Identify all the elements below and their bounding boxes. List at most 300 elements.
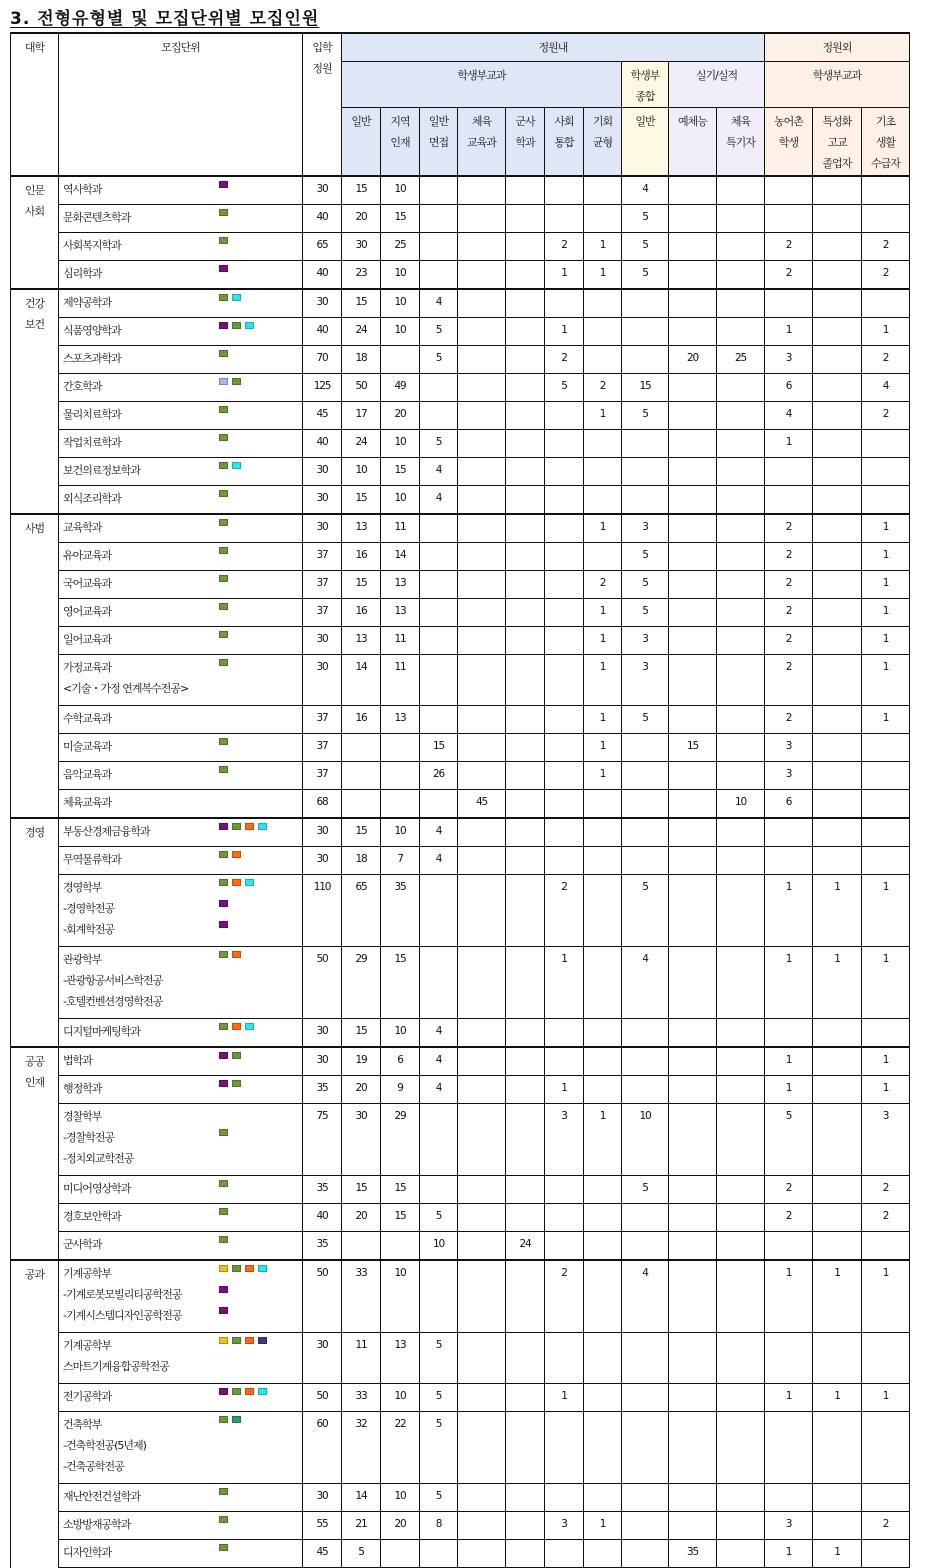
value-cell: 2 [584,374,622,402]
value-cell: 3 [622,655,669,706]
unit-cell [59,1540,303,1568]
value-cell: 5 [622,599,669,627]
value-cell: 4 [765,402,813,430]
value-cell: 4 [420,1019,458,1048]
value-cell [458,1047,506,1076]
value-cell [765,1232,813,1261]
value-cell [584,289,622,318]
value-cell [622,762,669,790]
value-cell: 15 [342,289,381,318]
value-cell [458,233,506,261]
college-label: 공과 [24,1268,45,1281]
value-cell [717,627,765,655]
value-cell [584,1412,622,1484]
value-cell [506,486,545,515]
value-cell [545,1019,584,1048]
unit-name: 심리학과 [63,267,102,280]
value-cell [420,1540,458,1568]
quota-cell: 40 [303,1204,342,1232]
table-row [11,458,910,486]
value-cell [862,847,910,875]
unit-name: 전기공학과 [63,1390,112,1403]
value-cell [717,318,765,346]
value-cell [420,261,458,290]
value-cell: 2 [862,261,910,290]
header-line: 입학 [312,41,332,54]
value-cell [669,1512,717,1540]
green-marker-icon [232,378,241,385]
orange-marker-icon [232,951,241,958]
value-cell [506,233,545,261]
value-cell [458,762,506,790]
unit-cell [59,1076,303,1104]
unit-cell [59,875,303,947]
value-cell [862,818,910,847]
type-markers [219,1180,232,1201]
quota-cell: 70 [303,346,342,374]
value-cell [669,1484,717,1512]
value-cell [420,205,458,233]
value-cell [669,1019,717,1048]
green-marker-icon [219,490,228,497]
quota-cell: 40 [303,318,342,346]
type-markers [219,823,271,844]
unit-sub-name: 스마트기계융합공학전공 [63,1360,169,1373]
header-line: 체육 [471,114,492,128]
value-cell [506,762,545,790]
header-within-subject: 학생부교과 [342,61,622,107]
value-cell [458,627,506,655]
value-cell [717,706,765,734]
type-markers [219,766,232,787]
value-cell [420,790,458,819]
value-cell [717,655,765,706]
college-label: 보건 [24,318,45,331]
value-cell [545,762,584,790]
unit-name: 국어교육과 [63,577,112,590]
type-markers [219,1265,271,1328]
value-cell: 2 [584,571,622,599]
type-markers [219,1488,232,1509]
column-header [862,107,910,176]
value-cell: 1 [765,1384,813,1412]
value-cell: 6 [765,374,813,402]
value-cell [622,1412,669,1484]
table-row [11,1512,910,1540]
value-cell [420,514,458,543]
value-cell: 3 [622,627,669,655]
value-cell [545,1176,584,1204]
quota-cell: 30 [303,514,342,543]
value-cell: 4 [862,374,910,402]
value-cell [458,346,506,374]
green-marker-icon [232,322,241,329]
college-label: 사회 [24,205,45,218]
value-cell: 5 [420,1333,458,1384]
quota-cell: 30 [303,1019,342,1048]
value-cell [813,402,862,430]
unit-cell [59,1047,303,1076]
value-cell: 1 [545,261,584,290]
value-cell: 1 [545,947,584,1019]
value-cell [669,627,717,655]
value-cell: 1 [862,1047,910,1076]
value-cell [458,571,506,599]
type-markers [219,951,245,972]
column-header [669,107,717,176]
value-cell [458,176,506,205]
value-cell [584,1204,622,1232]
header-line: 면접 [428,135,449,149]
college-cell [11,514,59,818]
value-cell [765,1484,813,1512]
value-cell [669,762,717,790]
value-cell [813,1204,862,1232]
value-cell [381,346,420,374]
value-cell: 1 [584,1512,622,1540]
purple-marker-icon [219,1307,228,1314]
quota-cell: 35 [303,1232,342,1261]
value-cell [622,734,669,762]
value-cell [717,205,765,233]
value-cell: 2 [765,571,813,599]
unit-name: 체육교육과 [63,796,112,809]
value-cell [862,1333,910,1384]
value-cell: 5 [545,374,584,402]
value-cell [584,1333,622,1384]
value-cell: 1 [584,627,622,655]
purple-marker-icon [219,1080,228,1087]
value-cell [342,790,381,819]
unit-cell [59,514,303,543]
table-body [11,176,910,1568]
value-cell: 26 [420,762,458,790]
value-cell [584,1047,622,1076]
quota-cell: 30 [303,289,342,318]
unit-sub-name: -건축학전공(5년제) [63,1439,146,1452]
value-cell [458,947,506,1019]
quota-cell: 55 [303,1512,342,1540]
value-cell [506,875,545,947]
value-cell: 1 [765,1260,813,1333]
value-cell [717,1484,765,1512]
value-cell [669,289,717,318]
unit-cell [59,1204,303,1232]
value-cell [420,706,458,734]
value-cell [717,1260,765,1333]
type-markers [219,851,245,872]
value-cell [669,176,717,205]
purple-marker-icon [219,900,228,907]
value-cell [622,818,669,847]
value-cell [420,402,458,430]
type-markers [219,434,232,455]
value-cell [584,205,622,233]
value-cell [813,176,862,205]
unit-name: 법학과 [63,1054,92,1067]
value-cell [545,1204,584,1232]
value-cell [717,875,765,947]
quota-cell: 30 [303,458,342,486]
value-cell: 10 [381,1384,420,1412]
value-cell [420,1176,458,1204]
value-cell [717,1333,765,1384]
value-cell [506,402,545,430]
value-cell: 14 [342,1484,381,1512]
quota-cell: 30 [303,1484,342,1512]
value-cell [584,818,622,847]
header-line: 특기자 [726,135,755,149]
value-cell: 20 [381,1512,420,1540]
value-cell: 1 [862,318,910,346]
value-cell: 10 [381,486,420,515]
value-cell [669,458,717,486]
unit-sub-name: -건축공학전공 [63,1460,124,1473]
unit-cell [59,1232,303,1261]
value-cell: 4 [622,947,669,1019]
value-cell: 15 [381,205,420,233]
column-header [545,107,584,176]
value-cell: 3 [622,514,669,543]
value-cell [717,289,765,318]
value-cell [813,571,862,599]
quota-cell: 35 [303,1076,342,1104]
value-cell [506,1540,545,1568]
unit-sub-name: -기계로봇모빌리티공학전공 [63,1288,182,1301]
value-cell [622,1540,669,1568]
value-cell [813,486,862,515]
value-cell [669,374,717,402]
value-cell: 24 [342,318,381,346]
table-row [11,1176,910,1204]
admission-table [10,32,910,1568]
value-cell [381,734,420,762]
college-cell [11,1047,59,1260]
value-cell: 2 [765,627,813,655]
value-cell [545,458,584,486]
value-cell [622,1076,669,1104]
value-cell: 18 [342,847,381,875]
value-cell: 13 [381,1333,420,1384]
value-cell: 17 [342,402,381,430]
value-cell [717,1104,765,1176]
table-row [11,571,910,599]
table-row [11,205,910,233]
value-cell: 5 [622,875,669,947]
type-markers [219,1208,232,1229]
value-cell: 5 [765,1104,813,1176]
college-label: 건강 [24,297,45,310]
unit-sub-name: -관광항공서비스학전공 [63,974,163,987]
unit-name: 경영학부 [63,881,102,894]
value-cell [717,430,765,458]
value-cell: 20 [342,205,381,233]
column-header [381,107,420,176]
value-cell [622,790,669,819]
value-cell: 1 [813,1384,862,1412]
value-cell: 10 [381,176,420,205]
unit-cell [59,706,303,734]
unit-name: 문화콘텐츠학과 [63,211,131,224]
green-marker-icon [219,1488,228,1495]
value-cell [717,1019,765,1048]
value-cell: 15 [381,458,420,486]
purple-marker-icon [219,322,228,329]
unit-cell [59,1484,303,1512]
value-cell: 1 [765,947,813,1019]
type-markers [219,1337,271,1358]
green-marker-icon [219,350,228,357]
green-marker-icon [219,434,228,441]
value-cell [584,1384,622,1412]
value-cell: 1 [862,1076,910,1104]
unit-name: 무역물류학과 [63,853,121,866]
type-markers [219,350,232,371]
quota-cell: 50 [303,947,342,1019]
green-marker-icon [219,1023,228,1030]
value-cell [622,1232,669,1261]
unit-name: 스포츠과학과 [63,352,121,365]
value-cell [813,1047,862,1076]
green-marker-icon [232,1337,241,1344]
value-cell [717,571,765,599]
quota-cell: 37 [303,706,342,734]
value-cell [506,1333,545,1384]
value-cell: 2 [862,1176,910,1204]
unit-cell [59,318,303,346]
value-cell: 5 [622,205,669,233]
header-line: 학과 [515,135,535,149]
column-header [420,107,458,176]
type-markers [219,603,232,624]
value-cell: 11 [381,514,420,543]
value-cell [458,261,506,290]
value-cell [584,947,622,1019]
orange-marker-icon [245,1265,254,1272]
table-row [11,176,910,205]
value-cell: 2 [765,233,813,261]
value-cell [458,1512,506,1540]
table-row [11,1232,910,1261]
value-cell [584,430,622,458]
value-cell [813,1104,862,1176]
green-marker-icon [219,547,228,554]
type-markers [219,1516,232,1537]
table-row [11,374,910,402]
value-cell [458,1232,506,1261]
purple-marker-icon [219,1052,228,1059]
college-label: 경영 [24,826,45,839]
value-cell [862,486,910,515]
unit-name: 부동산경제금융학과 [63,825,150,838]
header-line: 균형 [592,135,613,149]
navy-marker-icon [258,1337,267,1344]
green-marker-icon [219,766,228,773]
value-cell [813,1484,862,1512]
value-cell [813,790,862,819]
value-cell [506,543,545,571]
value-cell [622,1384,669,1412]
value-cell [458,1076,506,1104]
table-row [11,233,910,261]
college-cell [11,1260,59,1568]
value-cell [717,1204,765,1232]
value-cell [717,486,765,515]
unit-name: 사회복지학과 [63,239,121,252]
value-cell [458,318,506,346]
value-cell [669,706,717,734]
unit-cell [59,543,303,571]
column-header [584,107,622,176]
header-unit: 모집단위 [59,33,303,176]
purple-marker-icon [219,1388,228,1395]
value-cell: 15 [342,571,381,599]
value-cell [765,818,813,847]
value-cell [622,1019,669,1048]
value-cell [813,734,862,762]
unit-name: 행정학과 [63,1082,102,1095]
quota-cell: 110 [303,875,342,947]
type-markers [219,237,232,258]
value-cell [669,1176,717,1204]
value-cell [381,1540,420,1568]
value-cell: 1 [862,514,910,543]
value-cell: 16 [342,599,381,627]
value-cell: 1 [545,318,584,346]
unit-name: 디지털마케팅학과 [63,1025,141,1038]
header-line: 농어촌 [774,114,803,128]
value-cell: 1 [584,655,622,706]
value-cell [420,1260,458,1333]
value-cell: 3 [765,346,813,374]
value-cell: 23 [342,261,381,290]
value-cell [717,261,765,290]
value-cell: 33 [342,1384,381,1412]
value-cell [381,790,420,819]
purple-marker-icon [219,921,228,928]
value-cell [584,1260,622,1333]
value-cell [545,1333,584,1384]
value-cell [342,734,381,762]
value-cell: 65 [342,875,381,947]
value-cell [506,1260,545,1333]
value-cell [506,289,545,318]
value-cell [862,790,910,819]
value-cell: 1 [813,947,862,1019]
value-cell [717,1412,765,1484]
value-cell [506,1076,545,1104]
unit-name: 건축학부 [63,1418,102,1431]
header-line: 일반 [351,114,371,128]
quota-cell: 37 [303,571,342,599]
value-cell: 6 [765,790,813,819]
value-cell: 5 [420,1384,458,1412]
table-row [11,1333,910,1384]
value-cell [669,514,717,543]
green-marker-icon [219,951,228,958]
unit-name: 경찰학부 [63,1110,102,1123]
orange-marker-icon [232,1023,241,1030]
table-row [11,734,910,762]
value-cell [584,790,622,819]
value-cell: 2 [765,261,813,290]
type-markers [219,378,245,399]
unit-name: 물리치료학과 [63,408,121,421]
value-cell: 4 [420,1076,458,1104]
value-cell: 2 [862,233,910,261]
value-cell: 15 [622,374,669,402]
value-cell: 1 [765,1047,813,1076]
